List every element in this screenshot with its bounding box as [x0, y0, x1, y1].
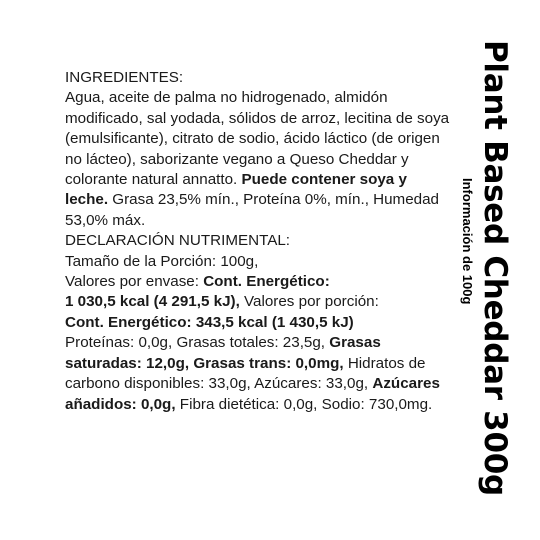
dietary-fiber: Fibra dietética: 0,0g, [179, 395, 318, 413]
per-portion-label: Valores por porción: [244, 293, 379, 311]
portion-size: Tamaño de la Porción: 100g, [65, 252, 259, 270]
carbs-sugars: Hidratos de carbono disponibles: 33,0g, Azúcares: 33,0g, [65, 354, 426, 393]
added-sugars: Azúcares añadidos: 0,0g, [65, 375, 440, 413]
ingredients-heading: INGREDIENTES: [65, 69, 184, 86]
proteins-fats: Proteínas: 0,0g, Grasas totales: 23,5g, [65, 334, 326, 352]
energy-value-container: 1 030,5 kcal (4 291,5 kJ), [65, 293, 240, 311]
per-container-label: Valores por envase: [65, 273, 199, 291]
allergen-warning: Puede contener soya y leche. [65, 171, 407, 209]
nutrition-paragraph [65, 252, 450, 415]
product-specs: Grasa 23,5% mín., Proteína 0%, mín., Humedad 53,0% máx. [65, 191, 439, 229]
sodium: Sodio: 730,0mg. [321, 395, 433, 413]
nutrition-heading: DECLARACIÓN NUTRIMENTAL: [65, 232, 291, 250]
label-body [65, 68, 450, 415]
ingredients-paragraph [65, 88, 450, 231]
ingredients-text: Agua, aceite de palma no hidrogenado, almidón modificado, sal yodada, sólidos de arroz, lecitina de soya (emulsificante), citrato de sodio, ácido láctico (de origen no lácteo), saborizante vegano a Queso Cheddar y colorante natural annatto. [65, 89, 450, 189]
energy-value-portion: 343,5 kcal (1 430,5 kJ) [195, 313, 354, 331]
saturated-fat: Grasas saturadas: 12,0g, [65, 334, 381, 372]
energy-label-container: Cont. Energético: [203, 273, 330, 291]
side-label [459, 40, 515, 496]
energy-label-portion: Cont. Energético: [65, 313, 192, 331]
product-subtitle: Información de 100g [460, 178, 475, 305]
product-title: Plant Based Cheddar 300g [477, 40, 513, 496]
trans-fat: Grasas trans: 0,0mg, [193, 354, 344, 372]
